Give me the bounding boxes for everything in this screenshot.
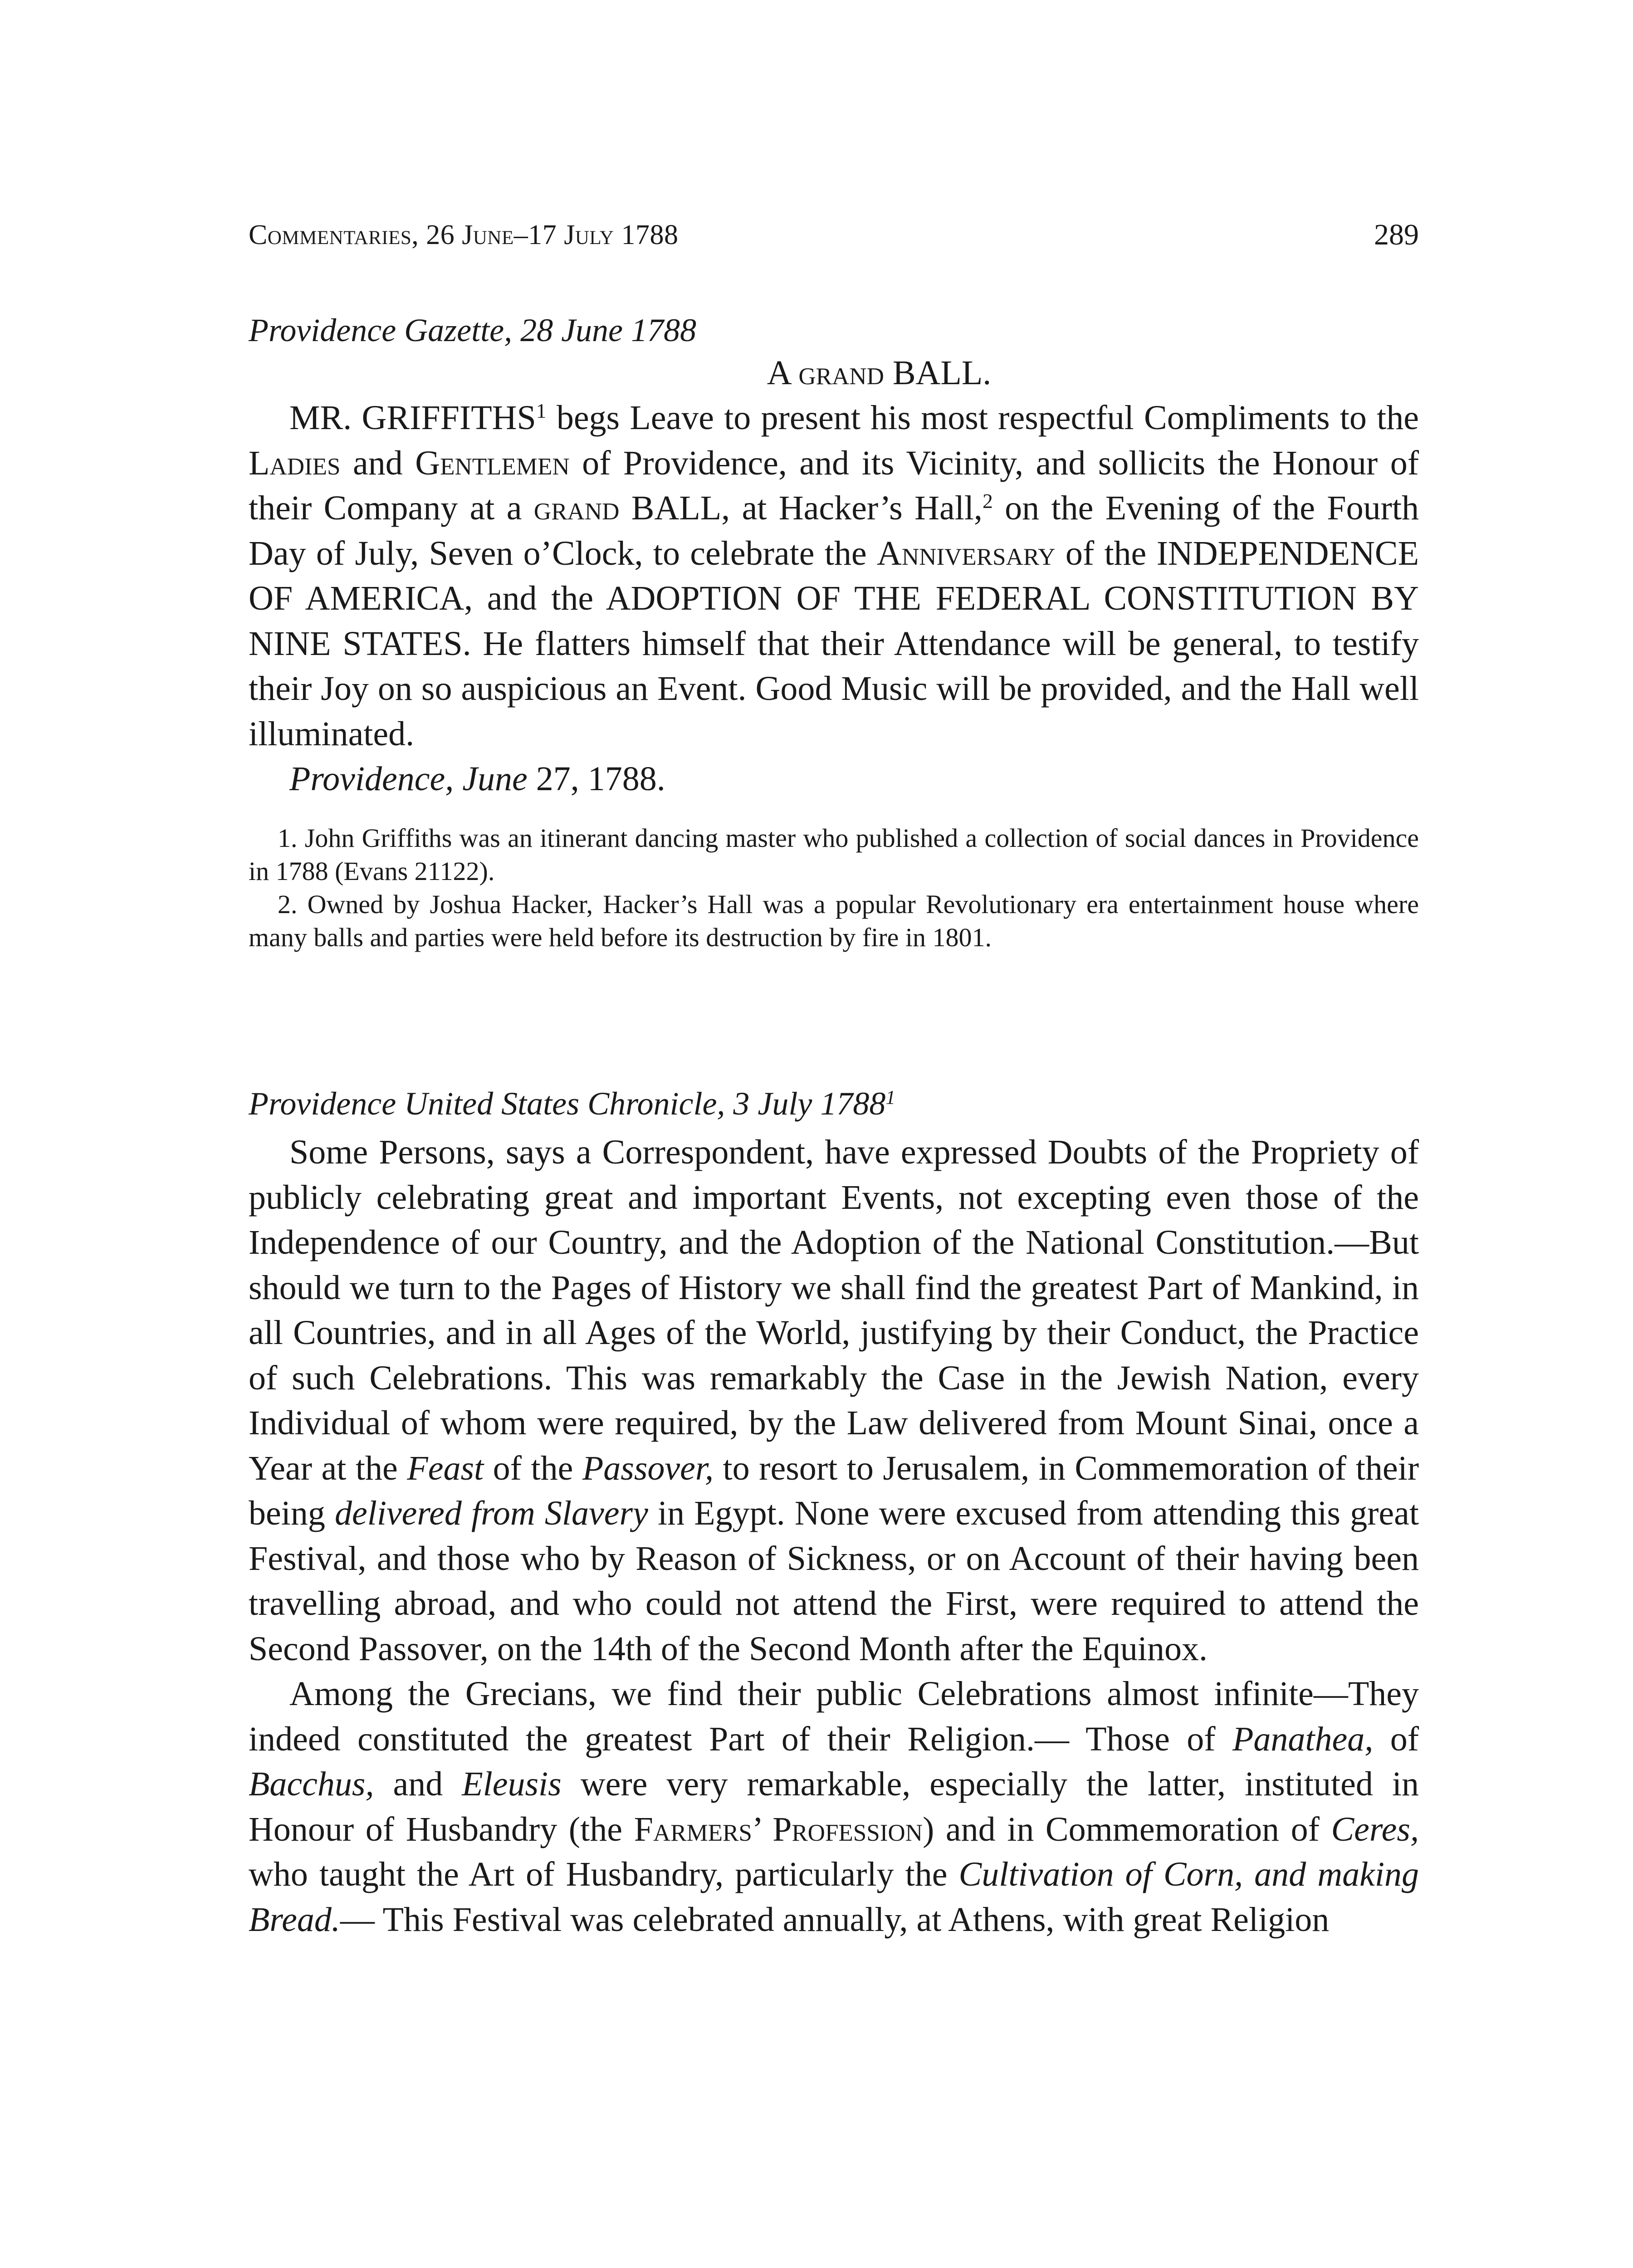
- dateline-date: 27, 1788.: [527, 760, 665, 798]
- italic-delivered: delivered from Slavery: [334, 1494, 648, 1532]
- footnote-1: 1. John Griffiths was an itinerant dancing master who published a collection of social dances in Providence in 1788 (Evans 21122).: [249, 823, 1419, 886]
- footnote-marker: 2: [982, 489, 993, 513]
- running-head-title: Commentaries, 26 June–17 July 1788: [249, 220, 679, 250]
- text-run: and: [340, 444, 416, 482]
- text-run: begs Leave to present his most respectful Compliments to the: [546, 399, 1419, 437]
- text-run: of the INDEPENDENCE OF AMERICA, and the ADOPTION OF THE FEDERAL CONSTITUTION BY NINE STATES. He flatters himself that their Attendance will be general, to testify their Joy on so auspicious an Event. Good Music will be provided, and the Hall well illuminated.: [249, 534, 1419, 753]
- italic-bacchus: Bacchus,: [249, 1765, 374, 1803]
- title-suffix: BALL.: [884, 354, 992, 392]
- paragraph-2: [249, 1672, 1419, 1942]
- title-grand: grand: [798, 354, 884, 392]
- text-run: who taught the Art of Husbandry, particularly the: [249, 1855, 959, 1893]
- italic-panathea: Panathea,: [1232, 1720, 1374, 1758]
- small-caps-gentlemen: Gentlemen: [415, 444, 570, 482]
- text-run: of the: [484, 1449, 582, 1487]
- dateline-place: Providence, June: [289, 760, 528, 798]
- source-heading: Providence Gazette, 28 June 1788: [249, 312, 697, 348]
- text-run: Among the Grecians, we find their public Celebrations almost infinite—They indeed constituted the greatest Part of their Religion.— Those of: [249, 1675, 1419, 1758]
- text-run: of: [1373, 1720, 1419, 1758]
- small-caps-ladies: Ladies: [249, 444, 341, 482]
- italic-eleusis: Eleusis: [462, 1765, 562, 1803]
- article-title: [249, 352, 1419, 394]
- small-caps-grand: grand: [533, 489, 620, 527]
- article-united-states-chronicle: [249, 1082, 1419, 1942]
- running-head: [249, 217, 1419, 253]
- italic-passover: Passover,: [582, 1449, 714, 1487]
- paragraph-1: [249, 1130, 1419, 1672]
- text-run: of Providence, and its Vicinity, and sollicits the Honour of their Company at a: [249, 444, 1419, 527]
- text-run: to resort to Jerusalem, in Commemoration of their being: [249, 1449, 1419, 1532]
- footnote-2: 2. Owned by Joshua Hacker, Hacker’s Hall was a popular Revolutionary era entertainment house where many balls and parties were held before its destruction by fire in 1801.: [249, 890, 1419, 952]
- text-run: ) and in Commemoration of: [922, 1810, 1331, 1848]
- text-run: and: [374, 1765, 462, 1803]
- small-caps-anniversary: Anniversary: [876, 534, 1056, 572]
- text-run: Some Persons, says a Correspondent, have expressed Doubts of the Propriety of publicly celebrating great and important Events, not excepting even those of the Independence of our Country, and the Adoption of the National Constitution.—But should we turn to the Pages of History we shall find the greatest Part of Mankind, in all Countries, and in all Ages of the World, justifying by their Conduct, the Practice of such Celebrations. This was remarkably the Case in the Jewish Nation, every Individual of whom were required, by the Law delivered from Mount Sinai, once a Year at the: [249, 1133, 1419, 1487]
- title-prefix: A: [767, 354, 799, 392]
- small-caps-farmers: Farmers’ Profession: [634, 1810, 923, 1848]
- document-page: [249, 0, 1419, 2268]
- italic-cultivation: Cultivation of Corn, and making Bread.: [249, 1855, 1419, 1939]
- text-run: BALL, at Hacker’s Hall,: [619, 489, 983, 527]
- dateline: [249, 757, 1419, 802]
- source-heading: [249, 1082, 1419, 1125]
- source-title: Providence United States Chronicle, 3 July 1788: [249, 1085, 886, 1122]
- italic-feast: Feast: [407, 1449, 484, 1487]
- text-run: MR. GRIFFITHS: [289, 399, 536, 437]
- text-run: on the Evening of the Fourth Day of July, Seven o’Clock, to celebrate the: [249, 489, 1419, 572]
- italic-ceres: Ceres,: [1331, 1810, 1419, 1848]
- footnote-marker: 1: [536, 399, 547, 422]
- article-providence-gazette: [249, 308, 1419, 954]
- page-number: 289: [1374, 218, 1419, 251]
- text-run: — This Festival was celebrated annually, at Athens, with great Religion: [340, 1900, 1330, 1939]
- text-run: were very remarkable, especially the latter, instituted in Honour of Husbandry (the: [249, 1765, 1419, 1848]
- footnote-marker: 1: [885, 1087, 895, 1109]
- announcement-paragraph: [249, 396, 1419, 757]
- text-run: in Egypt. None were excused from attending this great Festival, and those who by Reason of Sickness, or on Account of their having been travelling abroad, and who could not attend the First, were required to attend the Second Passover, on the 14th of the Second Month after the Equinox.: [249, 1494, 1419, 1668]
